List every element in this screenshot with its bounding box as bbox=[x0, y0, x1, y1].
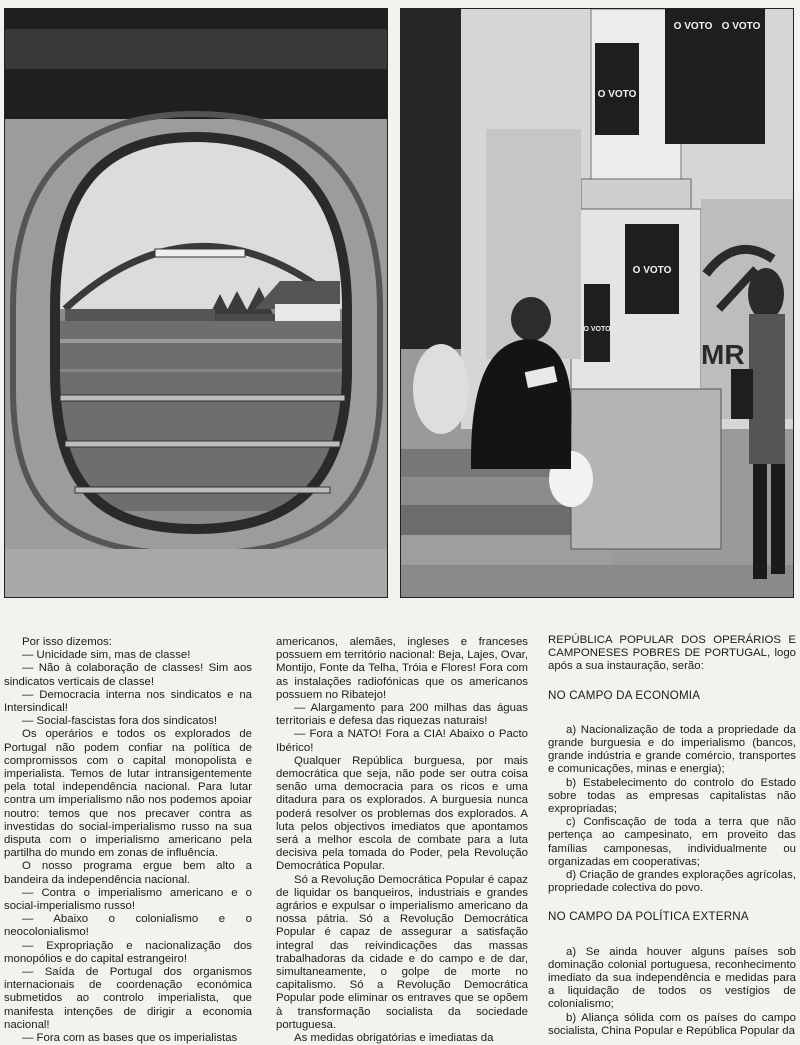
slogan: — Contra o imperialismo americano e o social-imperialismo russo! bbox=[4, 886, 252, 913]
poster-text-4: O VOTO bbox=[632, 265, 672, 276]
paragraph: O nosso programa ergue bem alto a bandeira da independência nacional. bbox=[4, 860, 252, 886]
slogan: — Social-fascistas fora dos sindicatos! bbox=[22, 715, 217, 728]
list-item: a) Nacionalização de toda a propriedade da grande burguesia e do imperialismo (bancos, grande indústria e grande comércio, transportes e comunicações, minas e energia); bbox=[548, 723, 796, 776]
intro-paragraph: REPÚBLICA POPULAR DOS OPERÁRIOS E CAMPONESES POBRES DE PORTUGAL, logo após a sua instauração, serão: bbox=[548, 634, 796, 673]
paragraph: As medidas obrigatórias e imediatas da bbox=[294, 1032, 494, 1045]
list-item: d) Criação de grandes explorações agrícolas, propriedade colectiva do povo. bbox=[548, 869, 796, 895]
list-item: a) Se ainda houver alguns países sob dominação colonial portuguesa, reconhecimento imediato da sua independência e medidas para a liquidação de todos os vestígios de colonialismo; bbox=[548, 945, 796, 1011]
paragraph: americanos, alemães, ingleses e franceses possuem em território nacional: Beja, Lajes, Ovar, Montijo, Fonte da Telha, Tróia e Flores! Fora com as instalações radiofónicas que os americanos possuem no Ribatejo! bbox=[276, 636, 528, 701]
slogan: — Democracia interna nos sindicatos e na Intersindical! bbox=[4, 688, 252, 715]
list-item: c) Confiscação de toda a terra que não pertença ao campesinato, em proveito das famílias camponesas, individualmente ou organizadas em cooperativas; bbox=[548, 816, 796, 868]
text-column-3 bbox=[548, 634, 796, 1038]
slogan: — Abaixo o colonialismo e o neocolonialismo! bbox=[4, 913, 252, 939]
photo-man-reading-on-steps bbox=[400, 8, 794, 598]
slogan: — Saída de Portugal dos organismos internacionais de coordenação económica submetidos ao controlo imperialista, que manifesta intenções de dirigir a economia nacional! bbox=[4, 966, 252, 1031]
paragraph: Por isso dizemos: bbox=[22, 636, 112, 648]
list-item: b) Aliança sólida com os países do campo socialista, China Popular e República Popular da bbox=[548, 1011, 796, 1037]
slogan: — Fora a NATO! Fora a CIA! Abaixo o Pacto Ibérico! bbox=[276, 728, 528, 754]
paragraph: Qualquer República burguesa, por mais democrática que seja, não pode ser outra coisa senão uma democracia para os ricos e uma ditadura para os explorados. A burguesia nunca poderá resolver os problemas dos explorados. A luta pelos objectivos imediatos que apontamos será a melhor escola de combate para a luta decisiva pela tomada do Poder, pela Revolução Democrática Popular. bbox=[276, 754, 528, 873]
paragraph: Só a Revolução Democrática Popular é capaz de liquidar os banqueiros, industriais e grandes agrários e expulsar o imperialismo americano da nossa pátria. Só a Revolução Democrática Popular é capaz de assegurar a satisfação integral das reivindicações das massas trabalhadoras da cidade e do campo e de dar, simultaneamente, o golpe de morte no capitalismo. Só a Revolução Democrática Popular pode eliminar os entraves que se opõem à transformação socialista da sociedade portuguesa. bbox=[276, 873, 528, 1031]
section-heading-economy: NO CAMPO DA ECONOMIA bbox=[548, 688, 701, 702]
poster-text-1: O VOTO bbox=[597, 89, 637, 100]
poster-text-5: O VOTO bbox=[583, 326, 611, 333]
photo-canal-through-ring bbox=[4, 8, 388, 598]
slogan: — Não à colaboração de classes! Sim aos sindicatos verticais de classe! bbox=[4, 662, 252, 688]
graffiti-text: MR bbox=[701, 339, 745, 370]
section-heading-foreign-policy: NO CAMPO DA POLÍTICA EXTERNA bbox=[548, 910, 749, 924]
poster-text-2: O VOTO bbox=[673, 21, 713, 32]
text-column-2 bbox=[276, 636, 528, 1045]
text-column-1 bbox=[4, 636, 252, 1045]
slogan: — Unicidade sim, mas de classe! bbox=[22, 649, 191, 662]
slogan: — Alargamento para 200 milhas das águas territoriais e defesa das riquezas naturais! bbox=[276, 702, 528, 728]
paragraph: Os operários e todos os explorados de Portugal não podem confiar na política de compromissos com o capital monopolista e imperialista. Temos de lutar intransigentemente pela total independência nacional. Para lutar contra um imperialismo não nos podemos apoiar noutro: temos que nos precaver contra as investidas do social-imperialismo russo na sua disputa com o imperialismo americano pela partilha do mundo em zonas de influência. bbox=[4, 728, 252, 860]
slogan: — Expropriação e nacionalização dos monopólios e do capital estrangeiro! bbox=[4, 939, 252, 965]
poster-text-3: O VOTO bbox=[721, 21, 761, 32]
list-item: b) Estabelecimento do controlo do Estado sobre todas as empresas capitalistas não expropriadas; bbox=[548, 776, 796, 816]
slogan: — Fora com as bases que os imperialistas bbox=[22, 1032, 238, 1045]
